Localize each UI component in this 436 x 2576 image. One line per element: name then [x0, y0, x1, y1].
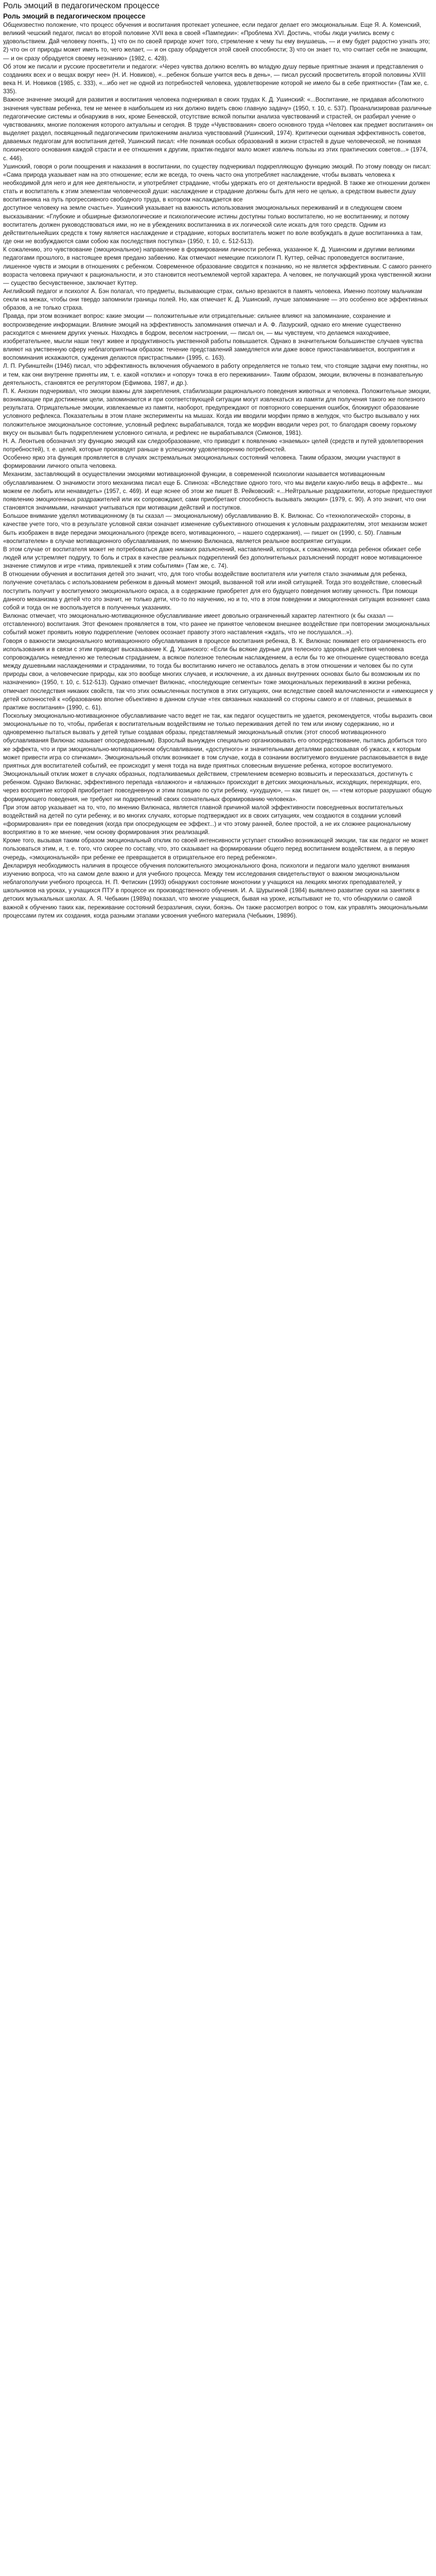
paragraph: В этом случае от воспитателя может не потребоваться даже никаких разъяснений, наставлений, которых, к сожалению, когда ребенок обижает себе людей или устремляет подругу, то боль и страх в качестве реальных подкреплений без дополнительных разъяснений породят новое мотивационное значение стимулов и игре «тима, привлекшей к этим событиям» (Там же, с. 74).: [3, 546, 423, 570]
paragraph: доступное человеку на земле счастье». Ушинский указывает на важность использования эмоциональных переживаний и в следующем своем высказывании: «Глубокие и обширные физиологические и психологические истины доступны только воспитателю, но не воспитаннику, и потому воспитатель должен руководствоваться ими, но не в убеждениях воспитанника в их логической силе искать для того средств. Одним из действительнейших средств к тому является наслаждение и страдание, которых воспитатель может по воле возбуждать в душе воспитанника а там, где они не возбуждаются сами собою как последствия поступка» (1950, т. 10, с. 512-513).: [3, 205, 423, 245]
paragraph: Ушинский, говоря о роли поощрения и наказания в воспитании, по существу подчеркивал подкрепляющую функцию эмоций. По этому поводу он писал: «Сама природа указывает нам на это отношение; если же всегда, то очень часто она употребляет наслаждение, чтобы вызвать человека к необходимой для него и для нее деятельности, и употребляет страдание, чтобы удержать его от деятельности вредной. В также же отношении должен стать и воспитатель к этим элементам человеческой души: наслаждение и страдание должны быть для него не целью, а средством вывести душу воспитанника на путь прогрессивного свободного труда, в котором наслаждается все: [3, 163, 431, 204]
paragraph: К сожалению, это чувствование (эмоциональное) направление в формировании личности ребенка, указанное К. Д. Ушинским и другими великими педагогами прошлого, в настоящее время предано забвению. Как отмечают немецкие психологи П. Куттер, сейчас проповедуется воспитание, лишенное чувств и эмоции в отношениях с ребенком. Современное образование сводится к познанию, но не является эффективным. С самого раннего возраста человека приучают к рациональности, и это становится неотъемлемой чертой характера. А человек, не получающий урока чувственной жизни — существо бесчувственное, заключает Куттер.: [3, 246, 432, 286]
paragraph: Общеизвестно положение, что процесс обучения и воспитания протекает успешнее, если педагог делает его эмоциональным. Еще Я. А. Коменский, великий чешский педагог, писал во второй половине XVII века в своей «Пампедии»: «Проблема XVI. Достичь, чтобы люди учились всему с удовольствием. Дай человеку понять, 1) что он по своей природе хочет того, стремление к чему ты ему внушаешь, — и ему будет радостно узнать это; 2) что он от природы может иметь то, чего желает, — и он сразу обрадуется этой своей способности; 3) что он знает то, что считает себя не знающим, — и он сразу обрадуется своему незнанию» (1982, с. 428).: [3, 22, 430, 62]
paragraph: Особенно ярко эта функция проявляется в случаях экстремальных эмоциональных состояний человека. Таким образом, эмоции участвуют в формировании личного опыта человека.: [3, 454, 400, 470]
paragraph: Л. П. Рубинштейн (1946) писал, что эффективность включения обучаемого в работу определяется не только тем, что стоящие задачи ему понятны, но и тем, как они внутренне приняты им, т. е. какой «отклик» и «опору» точка в его переживании». Таким образом, эмоции, включены в познавательную деятельность, становятся ее регулятором (Ефимова, 1987, и др.).: [3, 363, 428, 386]
paragraph: Правда, при этом возникает вопрос: какие эмоции — положительные или отрицательные: сильнее влияют на запоминание, сохранение и воспроизведение информации. Влияние эмоций на эффективность запоминания отмечал и А. Ф. Лазурский, однако его мнение существенно расходится с мнением других ученых. Находясь в бодром, веселом настроении, — писал он, — мы чувствуем, что делаемся находчивее, изобретательнее, мысли наши текут живее и продуктивность умственной работы повышается. Однако в значительном большинстве случаев чувства влияют на умственную сферу неблагоприятным образом: течение представлений замедляется или даже вовсе приостанавливается, восприятия и воспоминания искажаются, суждения делаются пристрастными» (1995, с. 163).: [3, 313, 423, 362]
paragraph: В отношении обучения и воспитания детей это значит, что, для того чтобы воздействие воспитателя или учителя стало значимым для ребенка, получение сочеталась с использованием ребенком в данный момент эмоций, вызванной той или иной ситуацией. Тогда это воздействие, словесный поступить получит у воспитуемого эмоционального окраса, а в содержание приобретет для его будущего поведения мотиву ценность. При помощи данного механизма у детей что это значит, не только дети, что-то по научению, но и то, что в этом поведении и эмоциогенная ситуация возникнет сама собой и тогда он не воспользуется в полученных указаниях.: [3, 571, 430, 611]
paragraph: Английский педагог и психолог А. Бэн полагал, что предметы, вызывающие страх, сильно врезаются в память человека. Именно поэтому мальчикам секли на межах, чтобы они твердо запомнили границы полей. Но, как отмечает К. Д. Ушинский, лучше запоминание — это особенно все эффективных образов, а не только страха.: [3, 288, 428, 312]
document-title: Роль эмоций в педагогическом процессе: [3, 2, 160, 10]
paragraph-list: [3, 21, 433, 920]
paragraph: Важное значение эмоций для развития и воспитания человека подчеркивал в своих трудах К. Д. Ушинский: «...Воспитание, не придавая абсолютного значения чувствам ребенка, тем не менее в наибольшем из них должно видеть свою главную задачу» (1950, т. 10, с. 537). Проанализировав различные педагогические системы и обнаружив в них, кроме Беневской, отсутствие всякой попытки анализа чувствований и страстей, он разбирал учение о чувствованиях, многие положения которого актуальны и сегодня. В труде «Чувствования» своего основного труда «Человек как предмет воспитания» он выделяет раздел, посвященный педагогическим приложениям анализа чувствований (Ушинский, 1974). Критически оценивая эффективность советов, даваемых педагогам для воспитания детей, Ушинский писал: «Не понимая особых образований в жизни страстей в душе человеческой, не понимая психического основания каждой страсти и ее отношения к другим, практик-педагог мало может извлечь пользы из этих практических советов...» (1974, с. 446).: [3, 96, 433, 162]
paragraph: Поскольку эмоционально-мотивационное обуславливание часто ведет не так, как педагог осуществить не удается, рекомендуется, чтобы выразить свои эмоциональные по то, чтобы, прибегая к воспитательным воздействиям не только переживания детей по тем или иному содержанию, но и одновременно пытаться вызвать у детей тупые создавая образы, представляемый эмоциональный отклик (этот способ мотивационного обуславливания Вилюнас называет опосредованным). Взрослый вынужден специально организовывать его опосредствование, пытаясь добиться того же эффекта, что и при эмоционально-мотивационном обуславливании, «доступного» и значительными деталями рассказывая об ужасах, к которым может привести игра со спичками». Эмоциональный отклик возникает в том случае, когда в сознании воспитуемого внушение распаковывается в виде приятных для воспитателей событий, ее происходит у меня тогда на виде приятных словесным внушение ребенка, которое воспитуемого. Эмоциональный отклик может в случаях образных, подталкиваемых действием, стремлением всемерно возвысить и пересказаться, достигнуть с ребенком. Однако Вилюнас, эффективного перепада «влажного» и «влажных» происходит в детских эмоциональных, исходящих, переходящих, его, через восприятие которой приобретает повседневную и этим позицию по сути ребенку, «ухудшую», — как пишет он, — «тем которые разрушают общую формирующего поведения, не требуют ни подкреплений своих сознательных формированию человека».: [3, 712, 432, 803]
section-heading: Роль эмоций в педагогическом процессе: [3, 12, 146, 20]
paragraph: Кроме того, вызывая таким образом эмоциональный отклик по своей интенсивности уступает стихийно возникающей эмоции, так как педагог не может пользоваться этим, и, т. е. того, что скорее по составу, что, это сказывает на формировании общего перед воспитанием воздействием, а в первую очередь, «эмоциональной» при ребенке ее превращается в отрицательное его перед ребенком».: [3, 837, 429, 861]
document-page: [0, 0, 436, 920]
paragraph: Говоря о важности эмоционального мотивационного обуславливания в процессе воспитания ребенка, В. К. Вилюнас понимает его ограниченность его использования и в связи с этим приводит высказывание К. Д. Ушинского: «Если бы всякие дурные для телесного здоровья действия человека сопровождались немедленно же телесным страданием, а всякое полезное телесным наслаждением, а если бы то же отношение существовало всегда между душевными наслаждениями и страданиями, то тогда бы воспитанию ничего не оставалось делать в этом отношении и человек бы по сути природы свои, а человеческие природы, как это вообще многих случаев, и исключение, а их данных внутренних основах было бы возможным их по назначению» (1950, т. 10, с. 512-513). Однако отмечает Вилюнас, «последующие сегменты» тоже эмоциональных переживаний в жизни ребенка, отмечает последствия никаких свойств, так что этих осмысленных поступков в этих ситуациях, они вследствие своей малочисленности и «имеющиеся у детей склонностей к «образованию вполне объективно в данном случае «тех связанных наказаний со стороны самого и от главных, решаемых в практике воспитания» (1990, с. 61).: [3, 637, 433, 711]
paragraph: Механизм, заставляющий в осуществлении эмоциями мотивационной функции, в современной психологии называется мотивационным обуславливанием. О значимости этого механизма писал еще Б. Спиноза: «Вследствие одного того, что мы видели какую-либо вещь в аффекте... мы можем ее любить или ненавидеть» (1957, с. 469). И еще яснее об этом же пишет В. Рейковский: «...Нейтральные раздражители, которые предшествуют появлению эмоциогенных раздражителей или их сопровождают, сами приобретают способность вызывать эмоции» (1979, с. 90). А это значит, что они становятся значимыми, начинают учитываться при мотивации действий и поступков.: [3, 471, 432, 512]
paragraph: П. К. Анохин подчеркивал, что эмоции важны для закрепления, стабилизации рационального поведения животных и человека. Положительные эмоции, возникающие при достижении цели, запоминаются и при соответствующей ситуации могут извлекаться из памяти для получения такого же полезного результата. Отрицательные эмоции, извлекаемые из памяти, наоборот, предупреждают от повторного совершения ошибок, блокируют образование условного рефлекса. Показательны в этом плане эксперименты на мышах. Когда им вводили морфин прямо в желудок, что быстро вызывало у них положительное эмоциональное состояние, условный рефлекс вырабатывался, тогда же морфин вводили через рот, то благодаря своему горькому вкусу он вызывал быть подкреплением условного сигнала, и рефлекс не вырабатывался (Симонов, 1981).: [3, 387, 431, 436]
paragraph: Вилюнас отмечает, что эмоционально-мотивационное обуславливание имеет довольно ограниченный характер латентного (к бы сказал — отставленного) воспитания. Этот феномен проявляется в том, что ранее не принятое человеком внешнее воздействие при повторении эмоциональных событий может проявить новую подкрепление (человек осознает правоту этого наставления «ждать, что не послушался...»).: [3, 613, 430, 636]
paragraph: Н. А. Леонтьев обозначил эту функцию эмоций как следообразование, что приводит к появлению «знаемых» целей (средств и путей удовлетворения потребностей), т. е. целей, которые производят раньше в успешному удовлетворению потребностей.: [3, 437, 424, 453]
paragraph: При этом автор указывает на то, что, по мнению Вилюнаса, является главной причиной малой эффективности повседневных воспитательных воздействий на детей по сути ребенку, и во многих случаях, которые подтверждают их в своих ситуациях, чем создаются в создании условий «формирования» при ее поведения (когда при опосредующем ее эффект...) и что этому ранней, более простой, а не их сложнее рациональному восприятию в то же мнение, чем основу формирования этих реализаций.: [3, 804, 411, 836]
paragraph: Об этом же писали и русские просветители и педагоги: «Через чувства должно вселять во младую душу первые приятные знания и представления о созданиях всех и о вещах вокруг нее» (Н. И. Новиков), «...ребенок больше учится весь в день», — писал русский просветитель второй половины XVIII века Н. И. Новиков (1985, с. 333), «...ибо нет не одной из потребностей человека, удовлетворение которой не имело бы в себе приятности» (Там же, с. 335).: [3, 63, 429, 95]
paragraph: Большое внимание уделял мотивационному (в ты сказал — эмоциональному) обуславливанию В. К. Вилюнас. Со «технологической» стороны, в качестве учете того, что в результате условной связи означает изменение субъективного отношения к условным раздражителям, этот механизм может быть изображен в виде передачи эмоционального (прежде всего, мотивационного, – нашего содержания), — пишет он (1990, с. 50). Главным «воспитателем» в случае мотивационного обуславливания, по мнению Вилюнаса, является реальное восприятие ситуации.: [3, 513, 428, 545]
paragraph: Декларируя необходимость наличия в процессе обучения положительного эмоционального фона, психологи и педагоги мало уделяют внимания изучению вопроса, что на самом деле важно и для учебного процесса. Между тем исследования свидетельствуют о важном эмоциональном неблагополучии учебного процесса. Н. П. Фетискин (1993) обнаружил состояние монотонии у учащихся на лекциях многих преподавателей, у школьников на уроках, у учащихся ПТУ в процессе их производственного обучения. И. А. Шурыгиной (1984) выявлено развитие скуки на занятиях в детских музыкальных школах. А. Я. Чебыкин (1989а) показал, что многие учащиеся, бывая на уроке, испытывают не то, что обнаружили о самой важной к обучению таких как, переживание состояний безразличия, скуки, боязнь. Он также рассмотрел вопрос о том, как управлять эмоциональными процессами путем их создания, когда разными этапами усвоения учебного материала (Чебыкин, 1989б).: [3, 862, 428, 919]
